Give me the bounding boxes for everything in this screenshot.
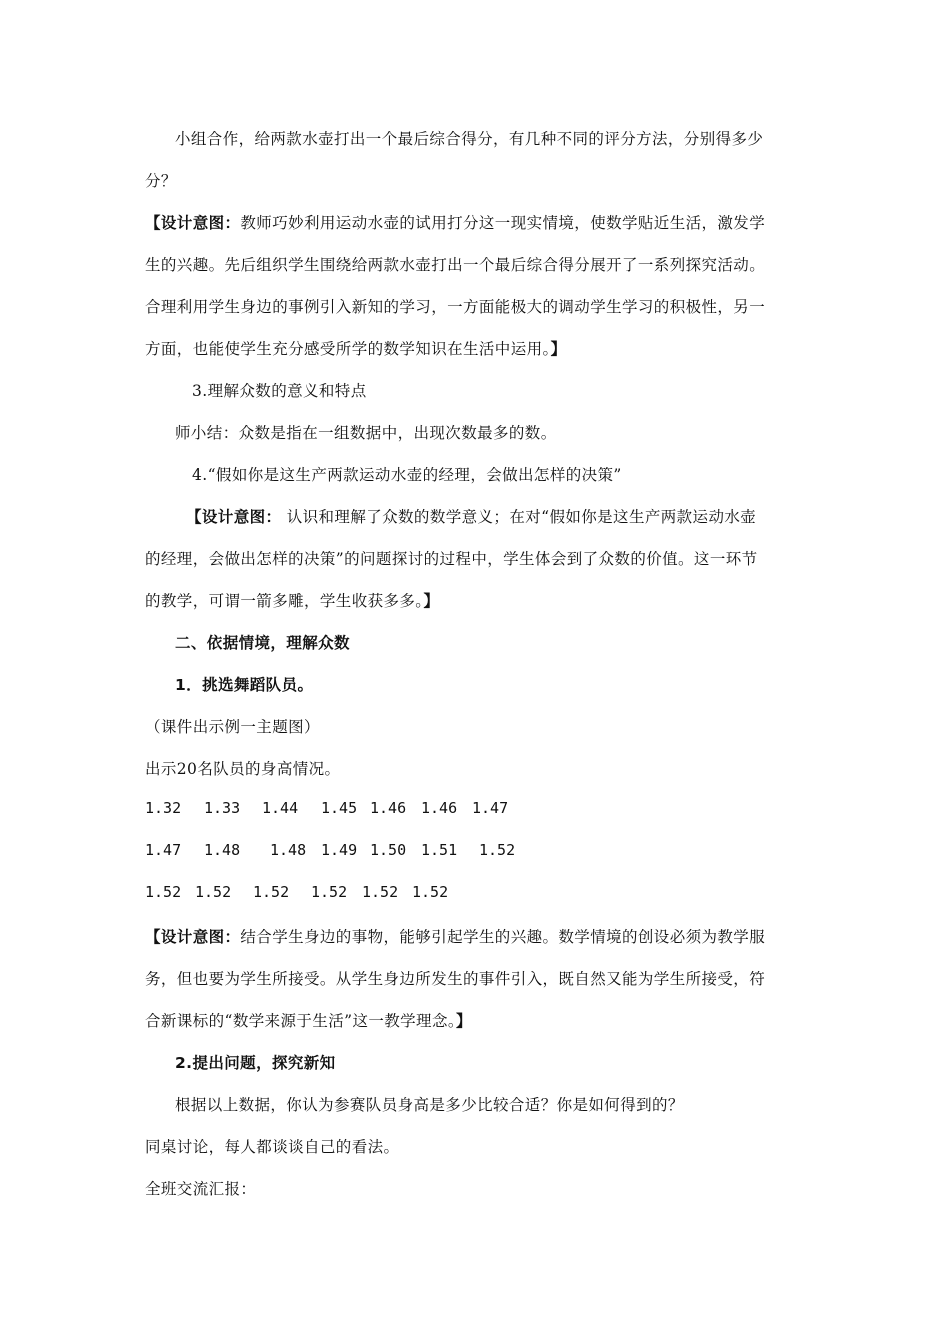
height-value: 1.52 (412, 883, 449, 901)
paragraph-line: 分？ (145, 172, 177, 190)
discussion-text: 同桌讨论，每人都谈谈自己的看法。 (145, 1138, 400, 1156)
data-intro: 出示20名队员的身高情况。 (145, 760, 341, 778)
height-value: 1.33 (204, 799, 241, 817)
design-intent-close: 】 (550, 340, 567, 358)
height-value: 1.46 (421, 799, 458, 817)
subsection-heading: 2.提出问题，探究新知 (175, 1054, 336, 1072)
design-intent-close: 】 (423, 592, 440, 610)
paragraph-text: 结合学生身边的事物，能够引起学生的兴趣。数学情境的创设必须为教学服 (240, 928, 766, 946)
paragraph-text: 合新课标的“数学来源于生活”这一教学理念。 (145, 1012, 456, 1030)
design-intent-1 (145, 211, 765, 233)
height-value: 1.52 (145, 883, 182, 901)
paragraph-text: 方面，也能使学生充分感受所学的数学知识在生活中运用。 (145, 340, 551, 358)
report-text: 全班交流汇报： (145, 1180, 257, 1198)
paragraph-line: 务，但也要为学生所接受。从学生身边所发生的事件引入，既自然又能为学生所接受，符 (145, 970, 766, 988)
height-value: 1.52 (311, 883, 348, 901)
paragraph-line: 的经理，会做出怎样的决策”的问题探讨的过程中，学生体会到了众数的价值。这一环节 (145, 550, 758, 568)
height-value: 1.46 (370, 799, 407, 817)
item-heading-4: 4.“假如你是这生产两款运动水壶的经理，会做出怎样的决策” (192, 466, 622, 484)
paragraph-line: 生的兴趣。先后组织学生围绕给两款水壶打出一个最后综合得分展开了一系列探究活动。 (145, 256, 766, 274)
height-value: 1.45 (321, 799, 358, 817)
height-value: 1.48 (270, 841, 307, 859)
paragraph-text: 的教学，可谓一箭多雕，学生收获多多。 (145, 592, 424, 610)
paragraph-line: 合理利用学生身边的事例引入新知的学习，一方面能极大的调动学生学习的积极性，另一 (145, 298, 766, 316)
paragraph-line (145, 1009, 472, 1031)
paragraph-text: 认识和理解了众数的数学意义；在对“假如你是这生产两款运动水壶 (281, 508, 757, 526)
subsection-heading: 1．挑选舞蹈队员。 (175, 676, 314, 694)
heights-row-1 (145, 799, 508, 817)
height-value: 1.49 (321, 841, 358, 859)
design-intent-label: 【设计意图： (145, 214, 241, 232)
paragraph-line: 小组合作，给两款水壶打出一个最后综合得分，有几种不同的评分方法，分别得多少 (175, 130, 764, 148)
heights-row-2 (145, 841, 515, 859)
height-value: 1.50 (370, 841, 407, 859)
height-value: 1.52 (253, 883, 290, 901)
section-heading: 二、依据情境，理解众数 (175, 634, 350, 652)
height-value: 1.52 (362, 883, 399, 901)
paragraph-text: 教师巧妙利用运动水壶的试用打分这一现实情境，使数学贴近生活，激发学 (240, 214, 766, 232)
courseware-note: （课件出示例一主题图） (145, 718, 320, 736)
item-heading-3: 3.理解众数的意义和特点 (192, 382, 367, 400)
question-text: 根据以上数据，你认为参赛队员身高是多少比较合适？你是如何得到的？ (175, 1096, 684, 1114)
teacher-summary: 师小结：众数是指在一组数据中，出现次数最多的数。 (175, 424, 557, 442)
design-intent-2 (186, 505, 756, 527)
paragraph-line (145, 337, 567, 359)
height-value: 1.32 (145, 799, 182, 817)
height-value: 1.44 (262, 799, 299, 817)
design-intent-label: 【设计意图： (145, 928, 241, 946)
design-intent-close: 】 (456, 1012, 472, 1030)
height-value: 1.52 (479, 841, 516, 859)
design-intent-label: 【设计意图： (186, 508, 282, 526)
paragraph-line (145, 589, 439, 611)
height-value: 1.47 (472, 799, 509, 817)
height-value: 1.48 (204, 841, 241, 859)
heights-row-3 (145, 883, 448, 901)
design-intent-3 (145, 925, 765, 947)
height-value: 1.51 (421, 841, 458, 859)
height-value: 1.47 (145, 841, 182, 859)
height-value: 1.52 (195, 883, 232, 901)
